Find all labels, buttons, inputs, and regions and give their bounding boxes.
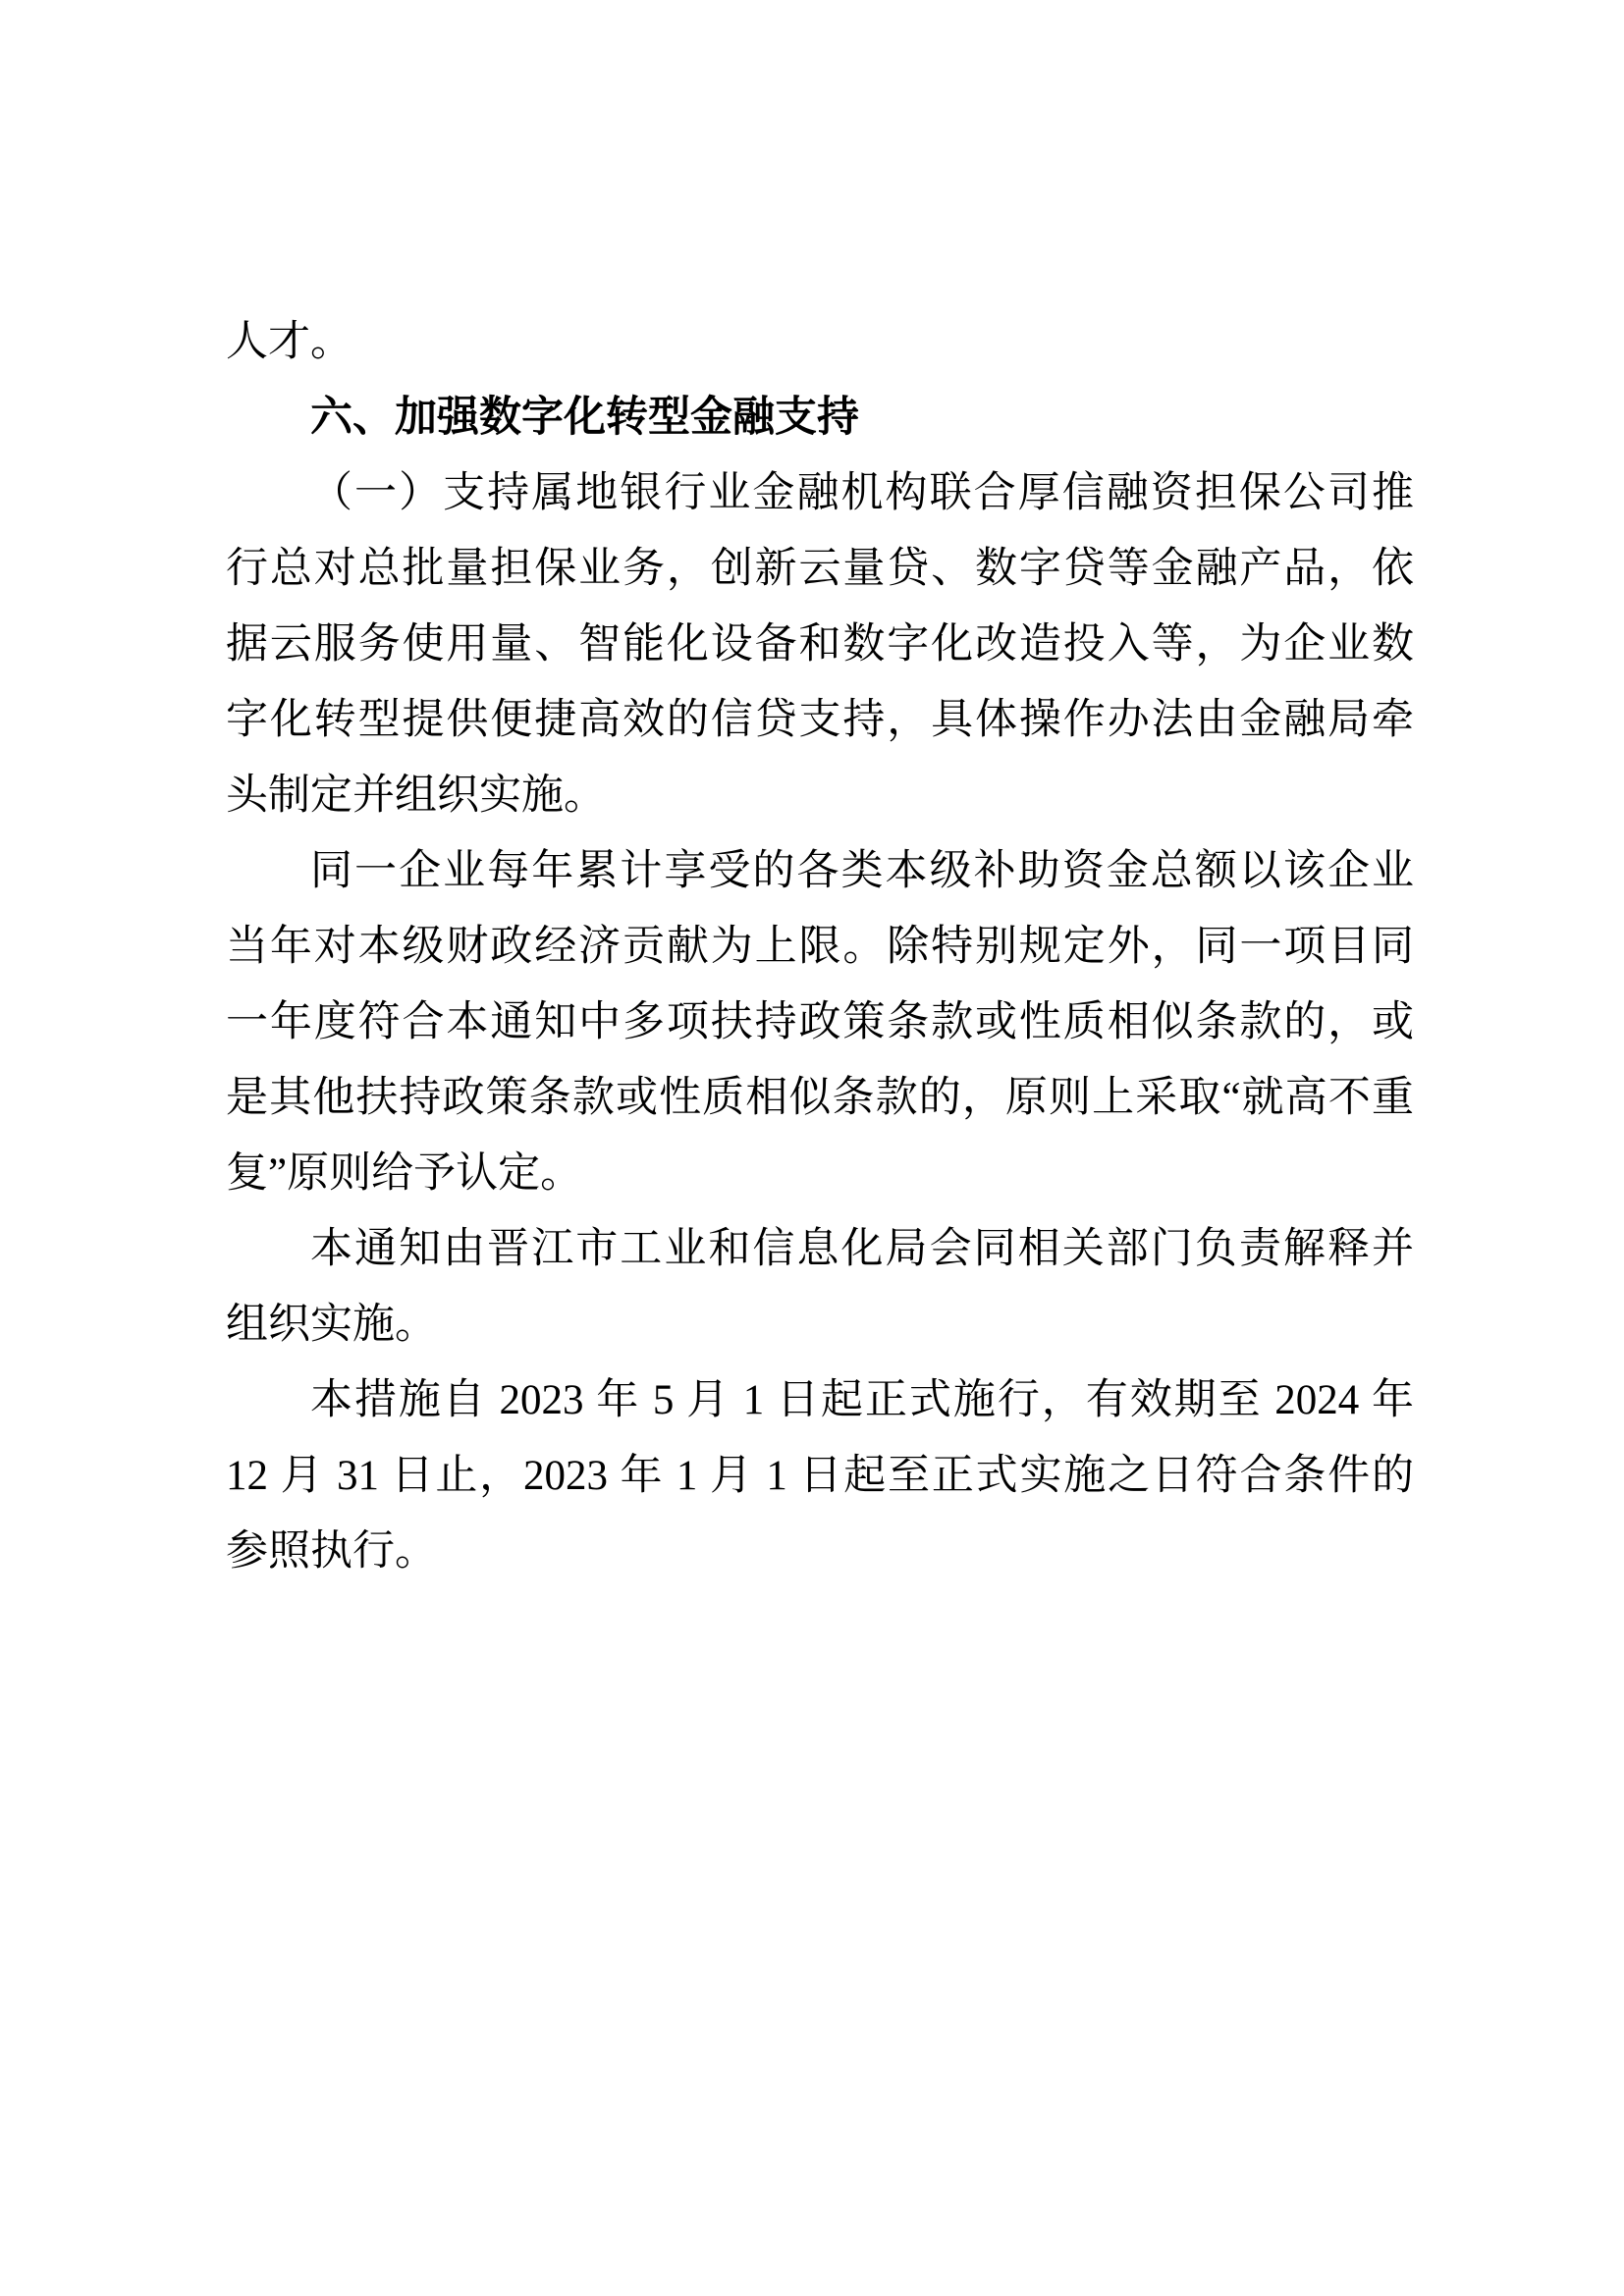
- text-line: 当年对本级财政经济贡献为上限。除特别规定外，同一项目同: [226, 924, 1414, 970]
- text-line: 一年度符合本通知中多项扶持政策条款或性质相似条款的，或: [226, 999, 1414, 1045]
- text-line: 同一企业每年累计享受的各类本级补助资金总额以该企业: [310, 848, 1414, 894]
- text-line: 参照执行。: [226, 1528, 437, 1575]
- text-line: 本通知由晋江市工业和信息化局会同相关部门负责解释并: [310, 1226, 1414, 1272]
- text-line: 12 月 31 日止，2023 年 1 月 1 日起至正式实施之日符合条件的: [226, 1453, 1414, 1499]
- text-line: 本措施自 2023 年 5 月 1 日起正式施行，有效期至 2024 年: [310, 1377, 1414, 1423]
- text-line: 据云服务使用量、智能化设备和数字化改造投入等，为企业数: [226, 621, 1414, 667]
- paragraph: [226, 1211, 1414, 1362]
- continuation-line: 人才。: [226, 319, 352, 365]
- text-line: 复”原则给予认定。: [226, 1150, 583, 1197]
- text-line: 组织实施。: [226, 1302, 437, 1348]
- text-line: 行总对总批量担保业务，创新云量贷、数字贷等金融产品，依: [226, 546, 1414, 592]
- paragraph: [226, 1362, 1414, 1589]
- section-heading: 六、加强数字化转型金融支持: [310, 394, 859, 441]
- paragraph: [226, 833, 1414, 1211]
- text-line: 是其他扶持政策条款或性质相似条款的，原则上采取“就高不重: [226, 1075, 1414, 1121]
- paragraph: [226, 455, 1414, 833]
- text-line: （一）支持属地银行业金融机构联合厚信融资担保公司推: [310, 470, 1414, 516]
- text-line: 头制定并组织实施。: [226, 773, 606, 819]
- text-line: 字化转型提供便捷高效的信贷支持，具体操作办法由金融局牵: [226, 697, 1414, 743]
